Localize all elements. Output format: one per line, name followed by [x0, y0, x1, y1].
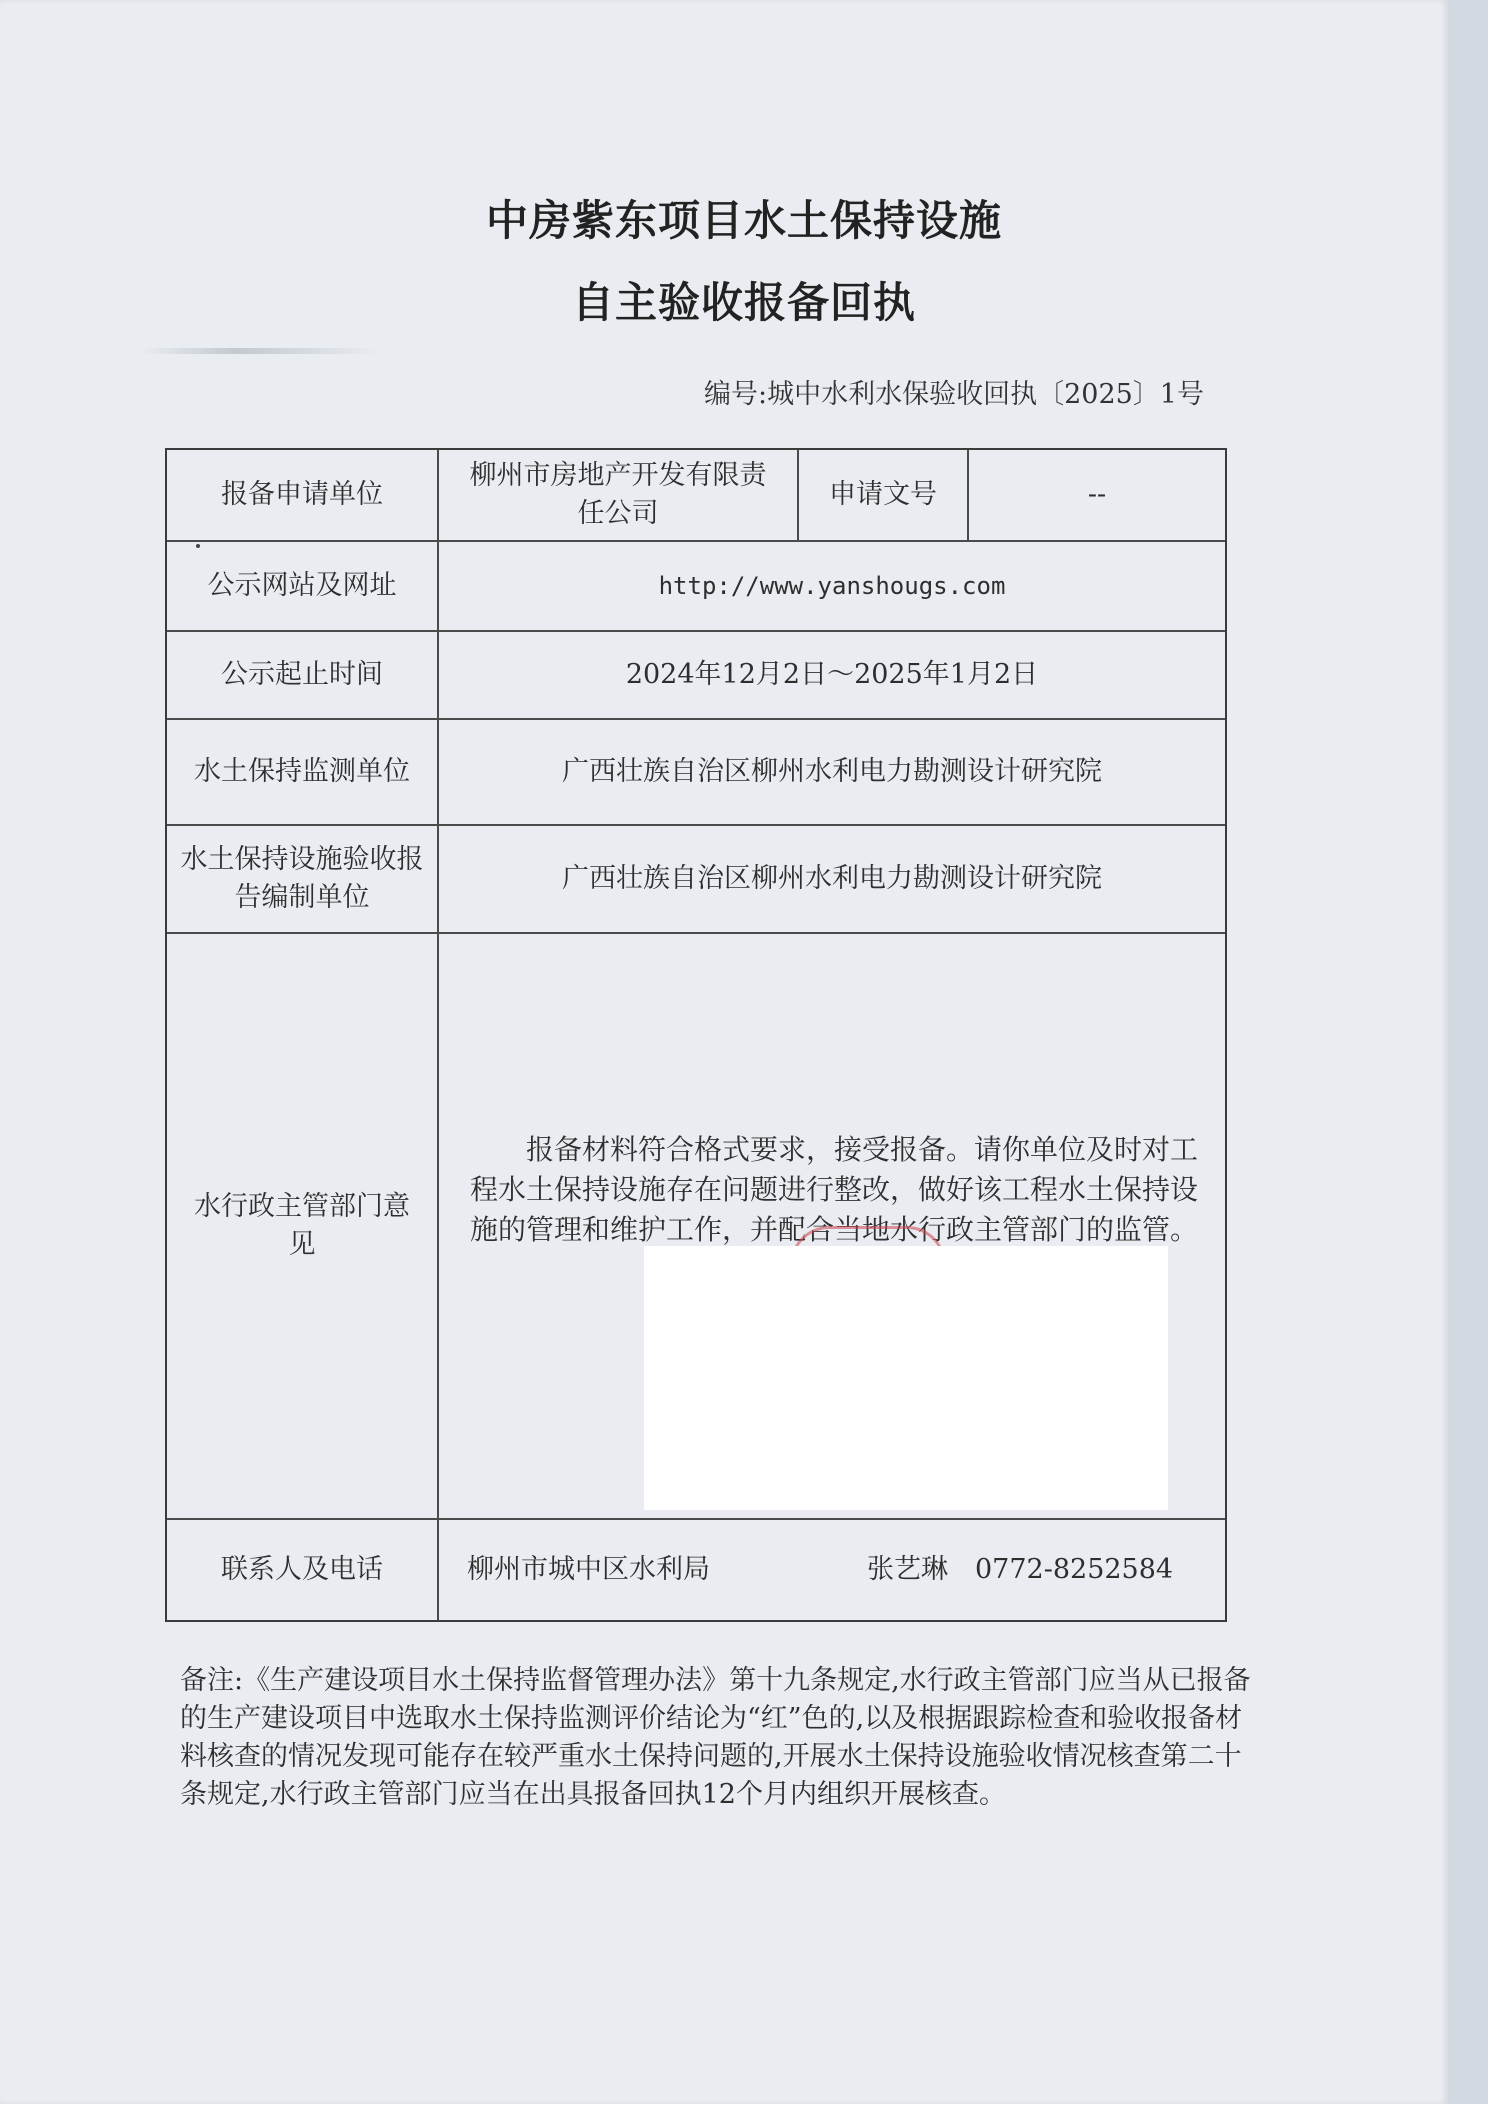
monitoring-unit-label: 水土保持监测单位: [194, 756, 410, 787]
publicity-period-label: 公示起止时间: [221, 659, 383, 690]
publicity-period-value: 2024年12月2日～2025年1月2日: [625, 659, 1039, 690]
authority-opinion-label: 水行政主管部门意见: [194, 1191, 410, 1260]
applicant-label: 报备申请单位: [221, 479, 383, 510]
application-number-label: 申请文号: [829, 479, 937, 510]
scan-speck: [196, 544, 200, 548]
document-title-line1: 中房紫东项目水土保持设施: [485, 196, 1002, 245]
document-number: 编号:城中水利水保验收回执〔2025〕1号: [704, 379, 1204, 410]
applicant-value: 柳州市房地产开发有限责任公司: [469, 460, 767, 529]
contact-person-phone: 张艺琳 0772-8252584: [867, 1554, 1174, 1585]
contact-organization: 柳州市城中区水利局: [467, 1554, 710, 1585]
redaction-box: [644, 1246, 1168, 1510]
application-number-value: --: [1087, 479, 1107, 510]
document-title-line2: 自主验收报备回执: [571, 278, 916, 327]
report-unit-value: 广西壮族自治区柳州水利电力勘测设计研究院: [562, 863, 1102, 894]
footnote: 备注:《生产建设项目水土保持监督管理办法》第十九条规定,水行政主管部门应当从已报备的生产建设项目中选取水土保持监测评价结论为“红”色的,以及根据跟踪检查和验收报备材料核查的情况发现可能存在较严重水土保持问题的,开展水土保持设施验收情况核查第二十条规定,水行政主管部门应当在出具报备回执12个月内组织开展核查。: [180, 1665, 1251, 1810]
website-label: 公示网站及网址: [207, 570, 397, 601]
contact-label: 联系人及电话: [221, 1554, 383, 1585]
website-value: http://www.yanshougs.com: [658, 572, 1006, 600]
report-unit-label: 水土保持设施验收报告编制单位: [180, 844, 424, 913]
authority-opinion-text: 报备材料符合格式要求，接受报备。请你单位及时对工程水土保持设施存在问题进行整改，做好该工程水土保持设施的管理和维护工作，并配合当地水行政主管部门的监管。: [470, 1133, 1199, 1246]
monitoring-unit-value: 广西壮族自治区柳州水利电力勘测设计研究院: [562, 756, 1102, 787]
scan-smudge: [140, 348, 380, 354]
